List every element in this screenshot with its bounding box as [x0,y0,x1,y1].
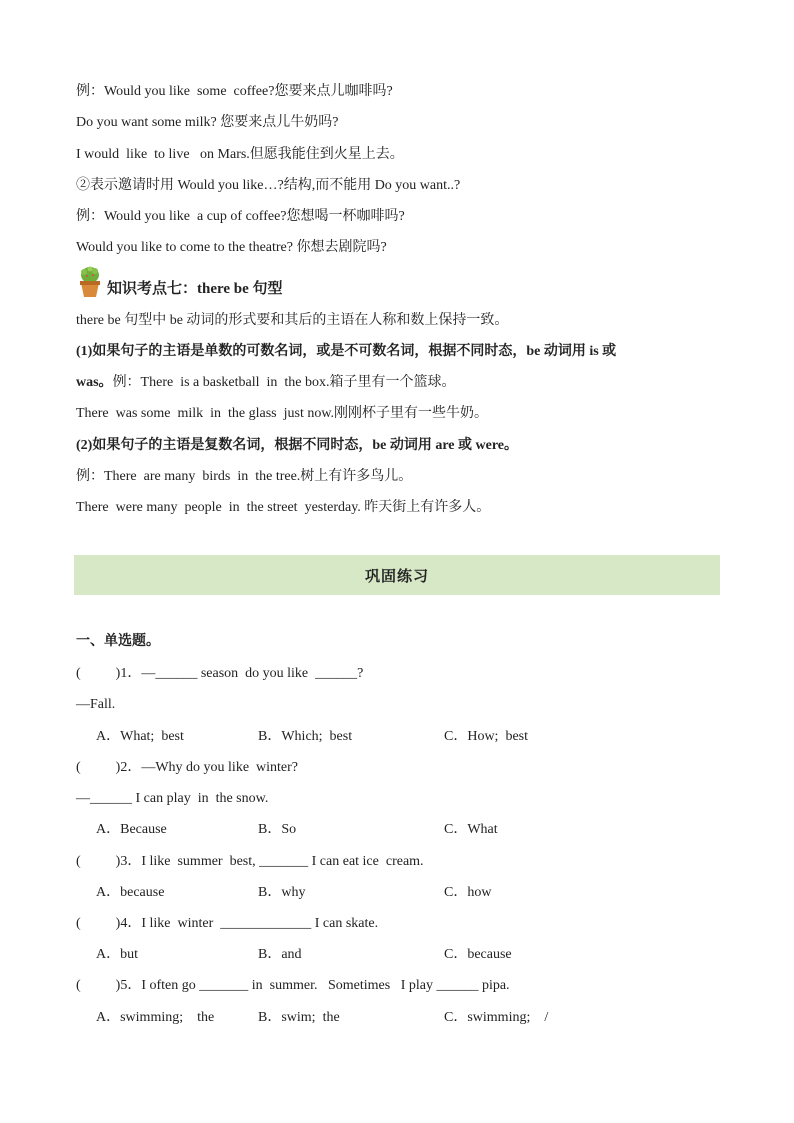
exercise-heading: 一、单选题。 [76,634,160,649]
intro-line-6: Would you like to come to the theatre? 你想去剧院吗? [76,240,387,255]
question-5-option-a[interactable]: A．swimming; the [96,1010,215,1025]
section-7-title: 知识考点七：there be 句型 [107,281,283,297]
question-4-option-b[interactable]: B．and [258,947,302,962]
question-1-option-a[interactable]: A．What; best [96,729,184,744]
rule-2: (2)如果句子的主语是复数名词，根据不同时态，be 动词用 are 或 were。 [76,438,518,453]
practice-banner [74,555,720,595]
practice-banner-title: 巩固练习 [364,568,429,585]
question-4-option-c[interactable]: C．because [444,947,512,962]
question-5-stem: ( )5．I often go _______ in summer. Sometimes I play ______ pipa. [76,978,510,993]
intro-line-5: 例：Would you like a cup of coffee?您想喝一杯咖啡吗? [76,209,405,224]
example-4: There were many people in the street yesterday. 昨天街上有许多人。 [76,500,491,515]
intro-line-4: ②表示邀请时用 Would you like…?结构,而不能用 Do you want..? [76,178,461,193]
rule-1-line-a: (1)如果句子的主语是单数的可数名词，或是不可数名词，根据不同时态，be 动词用 is 或 [76,344,617,359]
question-2-stem: ( )2．—Why do you like winter? [76,760,299,775]
example-2: There was some milk in the glass just now.刚刚杯子里有一些牛奶。 [76,406,489,421]
potted-plant-icon [77,266,103,298]
question-2-answer: —______ I can play in the snow. [76,791,269,806]
question-1-option-b[interactable]: B．Which; best [258,729,353,744]
rule-1-ending: was。 [76,375,113,390]
intro-line-3: I would like to live on Mars.但愿我能住到火星上去。 [76,147,404,162]
rule-1-example: 例：There is a basketball in the box.箱子里有一个篮球。 [112,375,456,390]
intro-line-2: Do you want some milk? 您要来点儿牛奶吗? [76,115,339,130]
question-4-option-a[interactable]: A．but [96,947,138,962]
question-2-option-b[interactable]: B．So [258,822,297,837]
question-3-option-c[interactable]: C．how [444,885,492,900]
question-5-option-c[interactable]: C．swimming; / [444,1010,549,1025]
question-2-option-a[interactable]: A．Because [96,822,167,837]
question-1-option-c[interactable]: C．How; best [444,729,528,744]
question-3-stem: ( )3．I like summer best, _______ I can eat ice cream. [76,854,424,869]
question-4-stem: ( )4．I like winter _____________ I can skate. [76,916,379,931]
intro-line-1: 例：Would you like some coffee?您要来点儿咖啡吗? [76,84,393,99]
question-5-option-b[interactable]: B．swim; the [258,1010,340,1025]
question-2-option-c[interactable]: C．What [444,822,498,837]
example-3: 例：There are many birds in the tree.树上有许多鸟儿。 [76,469,413,484]
section-7-line-1: there be 句型中 be 动词的形式要和其后的主语在人称和数上保持一致。 [76,313,509,328]
question-1-answer: —Fall. [76,697,116,712]
question-1-stem: ( )1．—______ season do you like ______? [76,666,364,681]
rule-1-line-b [76,373,456,393]
question-3-option-b[interactable]: B．why [258,885,306,900]
question-3-option-a[interactable]: A．because [96,885,165,900]
